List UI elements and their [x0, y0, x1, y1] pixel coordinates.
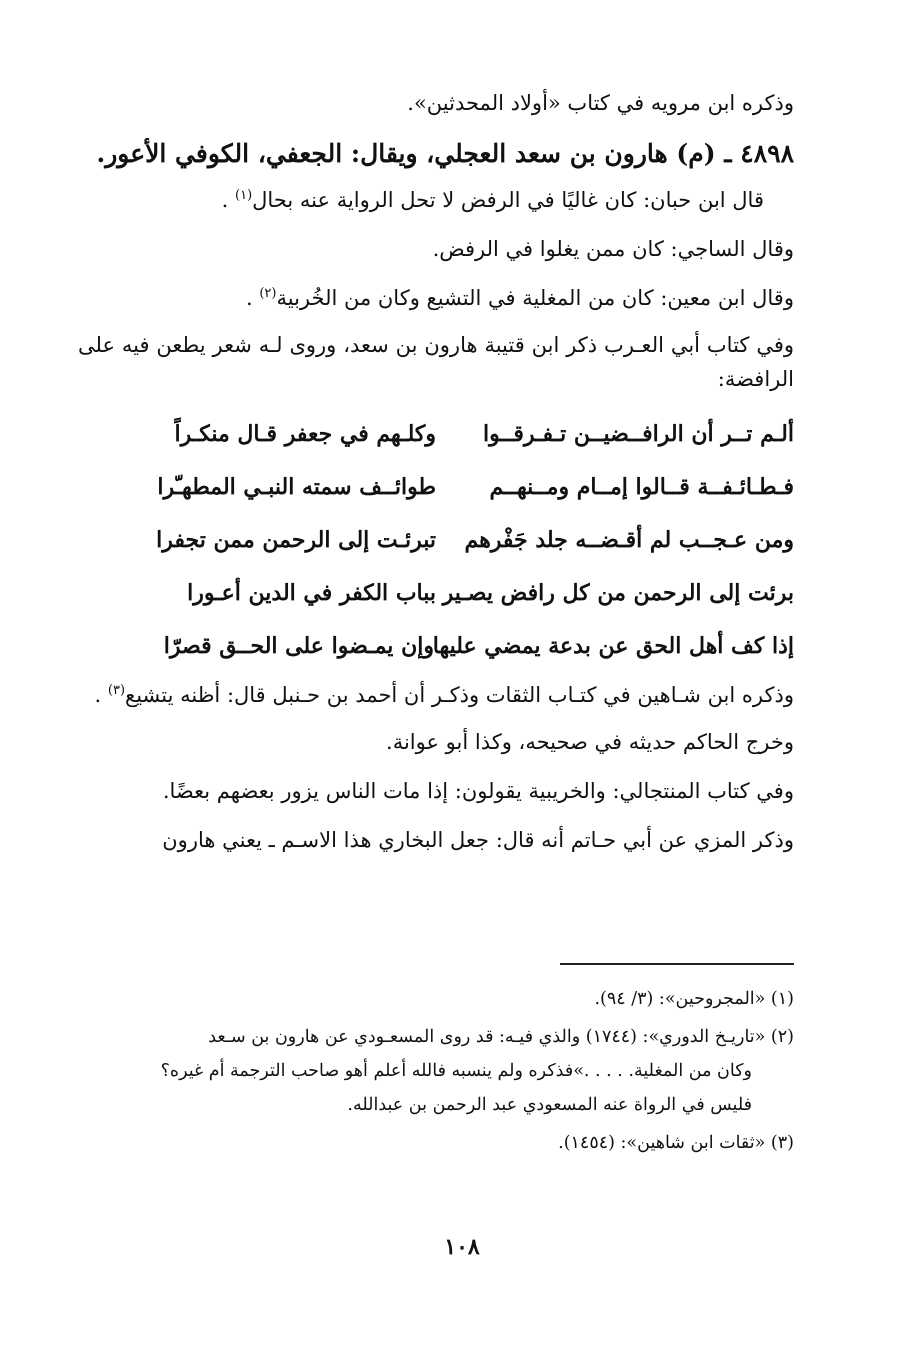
footnote-2-line-1: (٢) «تاريـخ الدوري»: (١٧٤٤) والذي فيـه: قد روى المسعـودي عن هارون بن سـعد: [208, 1027, 794, 1047]
ibn-main-line: [78, 279, 794, 317]
verse-second-hemistich: وكلـهم في جعفر قـال منكـراً: [174, 420, 436, 447]
poem-verse: [78, 513, 794, 566]
page-number: ١٠٨: [444, 1234, 480, 1260]
poem-verse: [78, 460, 794, 513]
verse-first-hemistich: ألـم تــر أن الرافــضيــن تـفـرقــوا: [483, 420, 794, 447]
verse-first-hemistich: إذا كف أهل الحق عن بدعة يمضي عليها: [432, 632, 794, 659]
entry-heading: ٤٨٩٨ ـ (م) هارون بن سعد العجلي، ويقال: الجعفي، الكوفي الأعور.: [96, 139, 794, 168]
hakim-line: وخرج الحاكم حديثه في صحيحه، وكذا أبو عوانة.: [386, 730, 794, 754]
ibn-hibban-line: [78, 181, 794, 219]
footnote-2-line-2: وكان من المغلية. . . . .»فذكره ولم ينسبه فالله أعلم أهو صاحب الترجمة أم غيره؟: [160, 1061, 752, 1081]
poem-verse: [78, 407, 794, 460]
ibn-main-end: .: [245, 286, 260, 310]
footnote-3: (٣) «ثقات ابن شاهين»: (١٤٥٤).: [558, 1133, 794, 1153]
ibn-shahin-text: وذكره ابن شـاهين في كتـاب الثقات وذكـر أن أحمد بن حـنبل قال: أظنه يتشيع: [125, 683, 794, 707]
footnote-2-line-3: فليس في الرواة عنه المسعودي عبد الرحمن بن عبدالله.: [347, 1095, 752, 1115]
footnote-1: (١) «المجروحين»: (٣/ ٩٤).: [594, 989, 794, 1009]
ibn-hibban-text: قال ابن حبان: كان غاليًا في الرفض لا تحل الرواية عنه بحال: [252, 188, 764, 212]
verse-first-hemistich: برئت إلى الرحمن من كل رافض يصـير: [442, 579, 794, 606]
verse-second-hemistich: طوائــف سمته النبـي المطهـّرا: [157, 473, 436, 500]
verse-second-hemistich: وإن يمـضوا على الحــق قصرّا: [163, 632, 434, 659]
verse-second-hemistich: بباب الكفر في الدين أعـورا: [187, 579, 436, 606]
ibn-main-text: وقال ابن معين: كان من المغلية في التشيع وكان من الخُربية: [276, 286, 794, 310]
saji-line: وقال الساجي: كان ممن يغلوا في الرفض.: [432, 237, 794, 261]
poem-verse: [78, 619, 794, 672]
footnote-ref-1[interactable]: (١): [235, 188, 253, 203]
poem: [78, 407, 794, 672]
mizzi-line: وذكر المزي عن أبي حـاتم أنه قال: جعل البخاري هذا الاسـم ـ يعني هارون: [162, 828, 794, 852]
main-text: [78, 84, 794, 870]
ibn-hibban-end: .: [221, 188, 236, 212]
footnote-ref-3[interactable]: (٣): [107, 683, 126, 698]
footnote-ref-2[interactable]: (٢): [259, 286, 277, 301]
muntajali-line: وفي كتاب المنتجالي: والخريبية يقولون: إذا مات الناس يزور بعضهم بعضًا.: [162, 779, 794, 803]
footnote-separator: [560, 963, 794, 965]
ibn-shahin-end: .: [94, 683, 108, 707]
verse-first-hemistich: فـطـائـفــة قــالوا إمــام ومــنهــم: [489, 473, 794, 500]
poem-verse: [78, 566, 794, 619]
footnotes: [78, 982, 794, 1160]
verse-second-hemistich: تبرئـت إلى الرحمن ممن تجفرا: [156, 526, 436, 553]
verse-first-hemistich: ومن عـجــب لم أقـضــه جلد جَفْرهم: [464, 526, 794, 553]
intro-line: وذكره ابن مرويه في كتاب «أولاد المحدثين».: [407, 91, 794, 115]
ibn-shahin-paragraph: [78, 678, 794, 712]
abu-arab-paragraph: وفي كتاب أبي العـرب ذكر ابن قتيبة هارون بن سعد، وروى لـه شعر يطعن فيه على الرافضة:: [78, 333, 794, 391]
